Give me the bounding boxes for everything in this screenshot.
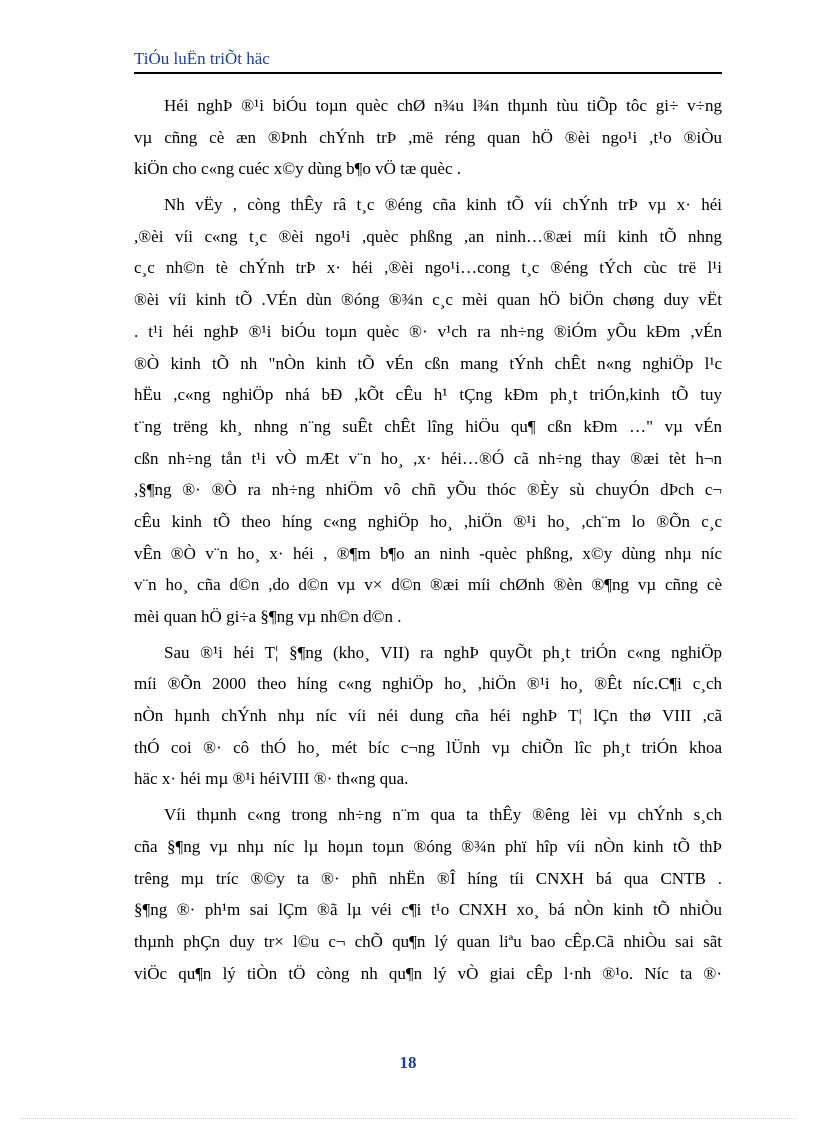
text-line: ,§¶ng ®· ®Ò ra nh÷ng nhiÖm vô chñ yÕu thóc ®Èy sù chuyÓn dÞch c¬ (134, 480, 722, 500)
paragraph-1 (134, 90, 722, 185)
text-line: Nh vËy , còng thÊy râ t¸c ®éng cña kinh tÕ víi chÝnh trÞ vµ x· héi (164, 195, 722, 215)
text-line: thÓ coi ®· cô thÓ ho¸ mét bíc c¬ng lÜnh vµ chiÕn lîc ph¸t triÓn khoa (134, 737, 722, 757)
text-line: vÊn ®Ò v¨n ho¸ x· héi , ®¶m b¶o an ninh -quèc phßng, x©y dùng nhµ níc (134, 543, 722, 563)
text-line: häc x· héi mµ ®¹i héiVIII ®· th«ng qua. (134, 769, 409, 789)
text-line: ,®èi víi c«ng t¸c ®èi ngo¹i ,quèc phßng ,an ninh…®æi míi kinh tÕ nhng (134, 226, 722, 246)
paragraph-2 (134, 189, 722, 633)
text-line: t¨ng trëng kh¸ nhng n¨ng suÊt chÊt lîng hiÖu qu¶ cßn kÐm …" vµ vÉn (134, 416, 722, 436)
text-line: §¶ng ®· ph¹m sai lÇm ®ã lµ véi c¶i t¹o CNXH xo¸ bá nÒn kinh tÕ nhiÒu (134, 900, 722, 920)
text-line: cßn nh÷ng tån t¹i vÒ mÆt v¨n ho¸ ,x· héi…®Ó cã nh÷ng thay ®æi tèt h¬n (134, 448, 722, 468)
text-line: cña §¶ng vµ nhµ níc lµ hoµn toµn ®óng ®¾n phï hîp víi nÒn kinh tÕ thÞ (134, 836, 722, 856)
text-line: kiÖn cho c«ng cuéc x©y dùng b¶o vÖ tæ quèc . (134, 159, 462, 179)
header-title: TiÓu luËn triÕt häc (134, 49, 270, 68)
text-line: nÒn hµnh chÝnh nhµ níc víi néi dung cña héi nghÞ T¦ lÇn thø VIII ,cã (134, 706, 722, 726)
text-line: Víi thµnh c«ng trong nh÷ng n¨m qua ta thÊy ®êng lèi vµ chÝnh s¸ch (164, 805, 722, 825)
body-text (134, 90, 722, 993)
paragraph-3 (134, 637, 722, 795)
page-header (134, 48, 722, 74)
text-line: ®èi víi kinh tÕ .VÉn dùn ®óng ®¾n c¸c mèi quan hÖ biÖn chøng duy vËt (134, 290, 722, 310)
page-bottom-divider (20, 1118, 796, 1119)
paragraph-4 (134, 799, 722, 989)
text-line: c¸c nh©n tè chÝnh trÞ x· héi ,®èi ngo¹i…cong t¸c ®éng tÝch cùc trë l¹i (134, 258, 722, 278)
text-line: Héi nghÞ ®¹i biÓu toµn quèc chØ n¾u l¾n thµnh tùu tiÕp tôc gi÷ v÷ng (164, 96, 722, 115)
text-line: trêng mµ tríc ®©y ta ®· phñ nhËn ®Î híng tíi CNXH bá qua CNTB . (134, 868, 722, 888)
text-line: cÊu kinh tÕ theo híng c«ng nghiÖp ho¸ ,hiÖn ®¹i ho¸ ,ch¨m lo ®Õn c¸c (134, 511, 722, 531)
text-line: ®Ò kinh tÕ nh "nÒn kinh tÕ vÉn cßn mang tÝnh chÊt n«ng nghiÖp l¹c (134, 353, 722, 373)
text-line: viÖc qu¶n lý tiÒn tÖ còng nh qu¶n lý vÒ giai cÊp l·nh ®¹o. Níc ta ®· (134, 963, 722, 983)
page-number: 18 (399, 1053, 417, 1072)
text-line: Sau ®¹i héi T¦ §¶ng (kho¸ VII) ra nghÞ quyÕt ph¸t triÓn c«ng nghiÖp (164, 642, 722, 662)
text-line: thµnh phÇn duy tr× l©u c¬ chÕ qu¶n lý quan liªu bao cÊp.Cã nhiÒu sai sãt (134, 931, 722, 951)
text-line: v¨n ho¸ cña d©n ,do d©n vµ v× d©n ®æi míi chØnh ®èn ®¶ng vµ cñng cè (134, 575, 722, 595)
text-line: . t¹i héi nghÞ ®¹i biÓu toµn quèc ®· v¹ch ra nh÷ng ®iÓm yÕu kÐm ,vÉn (134, 321, 722, 341)
text-line: hËu ,c«ng nghiÖp nhá bÐ ,kÕt cÊu h¹ tÇng kÐm ph¸t triÓn,kinh tÕ tuy (134, 385, 722, 405)
text-line: mèi quan hÖ gi÷a §¶ng vµ nh©n d©n . (134, 607, 402, 626)
text-line: vµ cñng cè æn ®Þnh chÝnh trÞ ,më réng quan hÖ ®èi ngo¹i ,t¹o ®iÒu (134, 127, 722, 147)
text-line: míi ®Õn 2000 theo híng c«ng nghiÖp ho¸ ,hiÖn ®¹i ho¸ ®Êt níc.C¶i c¸ch (134, 674, 722, 694)
